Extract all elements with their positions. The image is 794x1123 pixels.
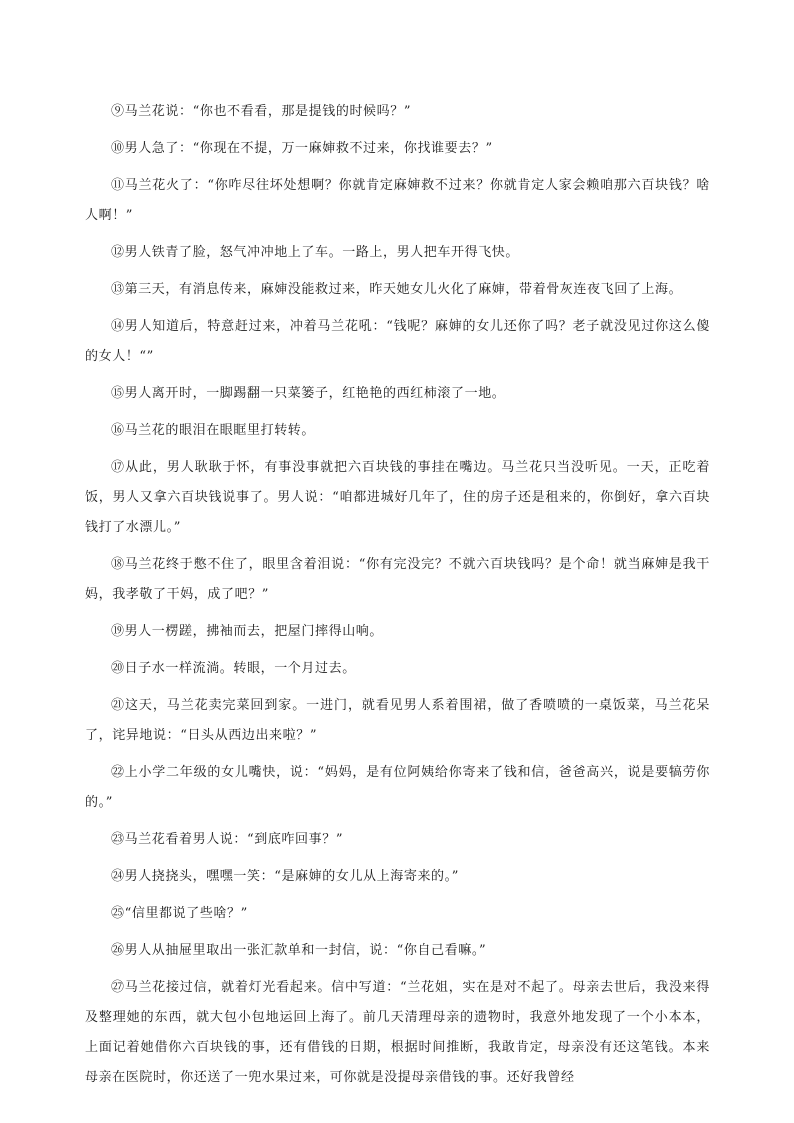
paragraph-27: ㉗马兰花接过信，就着灯光看起来。信中写道：“兰花姐，实在是对不起了。母亲去世后，我没来得及整理她的东西，就大包小包地运回上海了。前几天清理母亲的遗物时，我意外地发现了一个小本本，上面记着她借你六百块钱的事，还有借钱的日期，根据时间推断，我敢肯定，母亲没有还这笔钱。本来母亲在医院时，你还送了一兜水果过来，可你就是没提母亲借钱的事。还好我曾经 <box>85 980 710 1085</box>
paragraph-14: ⑭男人知道后，特意赶过来，冲着马兰花吼：“钱呢？麻婶的女儿还你了吗？老子就没见过你这么傻的女人！“” <box>85 319 710 364</box>
paragraph-21: ㉑这天，马兰花卖完菜回到家。一进门，就看见男人系着围裙，做了香喷喷的一桌饭菜，马兰花呆了，诧异地说：“日头从西边出来啦？” <box>85 698 710 743</box>
paragraph-16: ⑯马兰花的眼泪在眼眶里打转转。 <box>111 423 316 438</box>
paragraph-19: ⑲男人一楞蹉，拂袖而去，把屋门摔得山响。 <box>111 624 384 639</box>
paragraph-11: ⑪马兰花火了：“你咋尽往坏处想啊？你就肯定麻婶救不过来？你就肯定人家会赖咱那六百块钱？啥人啊！” <box>85 178 710 223</box>
paragraph-23: ㉓马兰花看着男人说：“到底咋回事？” <box>111 832 344 847</box>
paragraph-10: ⑩男人急了：“你现在不提，万一麻婶救不过来，你找谁要去？” <box>111 141 493 156</box>
paragraph-18: ⑱马兰花终于憋不住了，眼里含着泪说：“你有完没完？不就六百块钱吗？是个命！就当麻婶是我干妈，我孝敬了干妈，成了吧？” <box>85 557 710 602</box>
paragraph-15: ⑮男人离开时，一脚踢翻一只菜篓子，红艳艳的西红柿滚了一地。 <box>111 386 506 401</box>
paragraph-12: ⑫男人铁青了脸，怒气冲冲地上了车。一路上，男人把车开得飞快。 <box>111 245 520 260</box>
paragraph-25: ㉕“信里都说了些啥？” <box>111 906 248 921</box>
paragraph-24: ㉔男人挠挠头，嘿嘿一笑：“是麻婶的女儿从上海寄来的。” <box>111 869 459 884</box>
paragraph-9: ⑨马兰花说：“你也不看看，那是提钱的时候吗？” <box>111 104 412 119</box>
paragraph-13: ⑬第三天，有消息传来，麻婶没能救过来，昨天她女儿火化了麻婶，带着骨灰连夜飞回了上海。 <box>111 282 683 297</box>
paragraph-17: ⑰从此，男人耿耿于怀，有事没事就把六百块钱的事挂在嘴边。马兰花只当没听见。一天，正吃着饭，男人又拿六百块钱说事了。男人说：“咱都进城好几年了，住的房子还是租来的，你倒好，拿六百块钱打了水漂儿。” <box>85 460 710 535</box>
document-body <box>85 97 710 1093</box>
paragraph-22: ㉒上小学二年级的女儿嘴快，说：“妈妈，是有位阿姨给你寄来了钱和信，爸爸高兴，说是要犒劳你的。” <box>85 765 710 810</box>
paragraph-20: ⑳日子水一样流淌。转眼，一个月过去。 <box>111 661 356 676</box>
paragraph-26: ㉖男人从抽屉里取出一张汇款单和一封信，说：“你自己看嘛。” <box>111 943 487 958</box>
